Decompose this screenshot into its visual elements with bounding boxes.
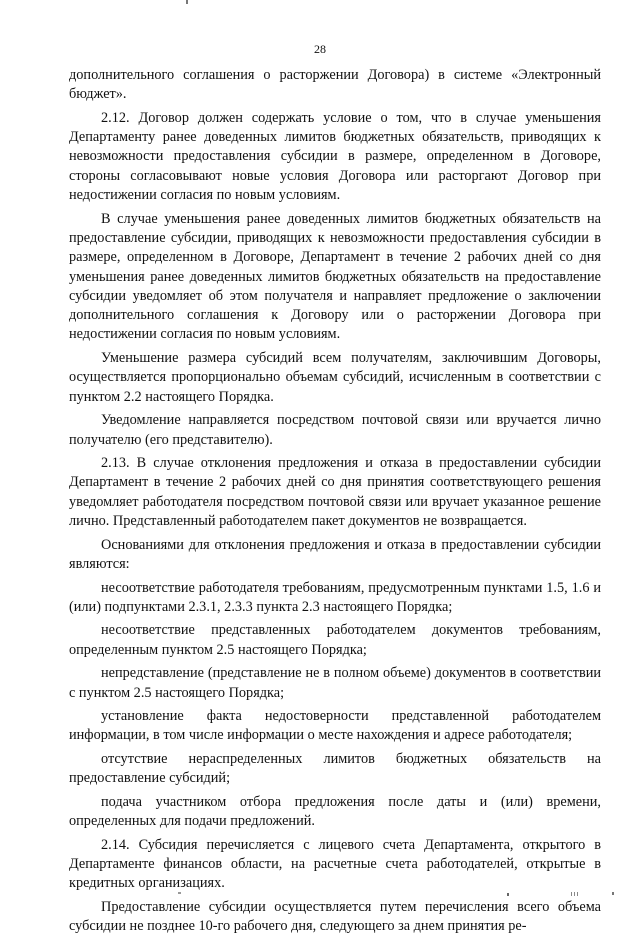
paragraph: В случае уменьшения ранее доведенных лимитов бюджетных обязательств на предоставление субсидии, приводящих к невозможности предоставления субсидии в размере, определенном в Договоре, Департамент в течение 2 рабочих дней со дня уменьшения ранее доведенных лимитов бюджетных обязательств на предоставление субсидии уведомляет об этом получателя и направляет предложение о заключении дополнительного соглашения к Договору или о расторжении Договора при недостижении согласия по новым условиям. [69, 210, 601, 343]
paragraph: Предоставление субсидии осуществляется путем перечисления всего объема субсидии не позднее 10-го рабочего дня, следующего за днем принятия ре- [69, 899, 601, 935]
paragraph: 2.12. Договор должен содержать условие о том, что в случае уменьшения Департаменту ранее доведенных лимитов бюджетных обязательств, приводящих к невозможности предоставления субсидии в размере, определенном в Договоре, стороны согласовывают новые условия Договора или расторгают Договор при недостижении согласия по новым условиям. [69, 109, 601, 204]
paragraph: несоответствие работодателя требованиям, предусмотренным пунктами 1.5, 1.6 и (или) подпунктами 2.3.1, 2.3.3 пункта 2.3 настоящего Порядка; [69, 579, 601, 615]
paragraph: Уведомление направляется посредством почтовой связи или вручается лично получателю (его представителю). [69, 412, 601, 448]
paragraph: 2.13. В случае отклонения предложения и отказа в предоставлении субсидии Департамент в течение 2 рабочих дней со дня принятия соответствующего решения уведомляет работодателя посредством почтовой связи или вручает указанное решение лично. Представленный работодателем пакет документов не возвращается. [69, 455, 601, 530]
paragraph: Основаниями для отклонения предложения и отказа в предоставлении субсидии являются: [69, 536, 601, 572]
paragraph: 2.14. Субсидия перечисляется с лицевого счета Департамента, открытого в Департаменте финансов области, на расчетные счета работодателей, открытые в кредитных организациях. [69, 836, 601, 892]
paragraph: подача участником отбора предложения после даты и (или) времени, определенных для подачи предложений. [69, 793, 601, 830]
paragraph: установление факта недостоверности представленной работодателем информации, в том числе информации о месте нахождения и адресе работодателя; [69, 708, 601, 744]
paragraph: дополнительного соглашения о расторжении Договора) в системе «Электронный бюджет». [69, 67, 601, 103]
body-text [69, 66, 601, 941]
page-number: 28 [314, 42, 326, 56]
paragraph: Уменьшение размера субсидий всем получателям, заключившим Договоры, осуществляется пропорционально объемам субсидий, исчисленным в соответствии с пунктом 2.2 настоящего Порядка. [69, 350, 601, 405]
paragraph: непредставление (представление не в полном объеме) документов в соответствии с пунктом 2.5 настоящего Порядка; [69, 665, 601, 701]
paragraph: несоответствие представленных работодателем документов требованиям, определенным пунктом 2.5 настоящего Порядка; [69, 622, 601, 658]
paragraph: отсутствие нераспределенных лимитов бюджетных обязательств на предоставление субсидий; [69, 751, 601, 787]
